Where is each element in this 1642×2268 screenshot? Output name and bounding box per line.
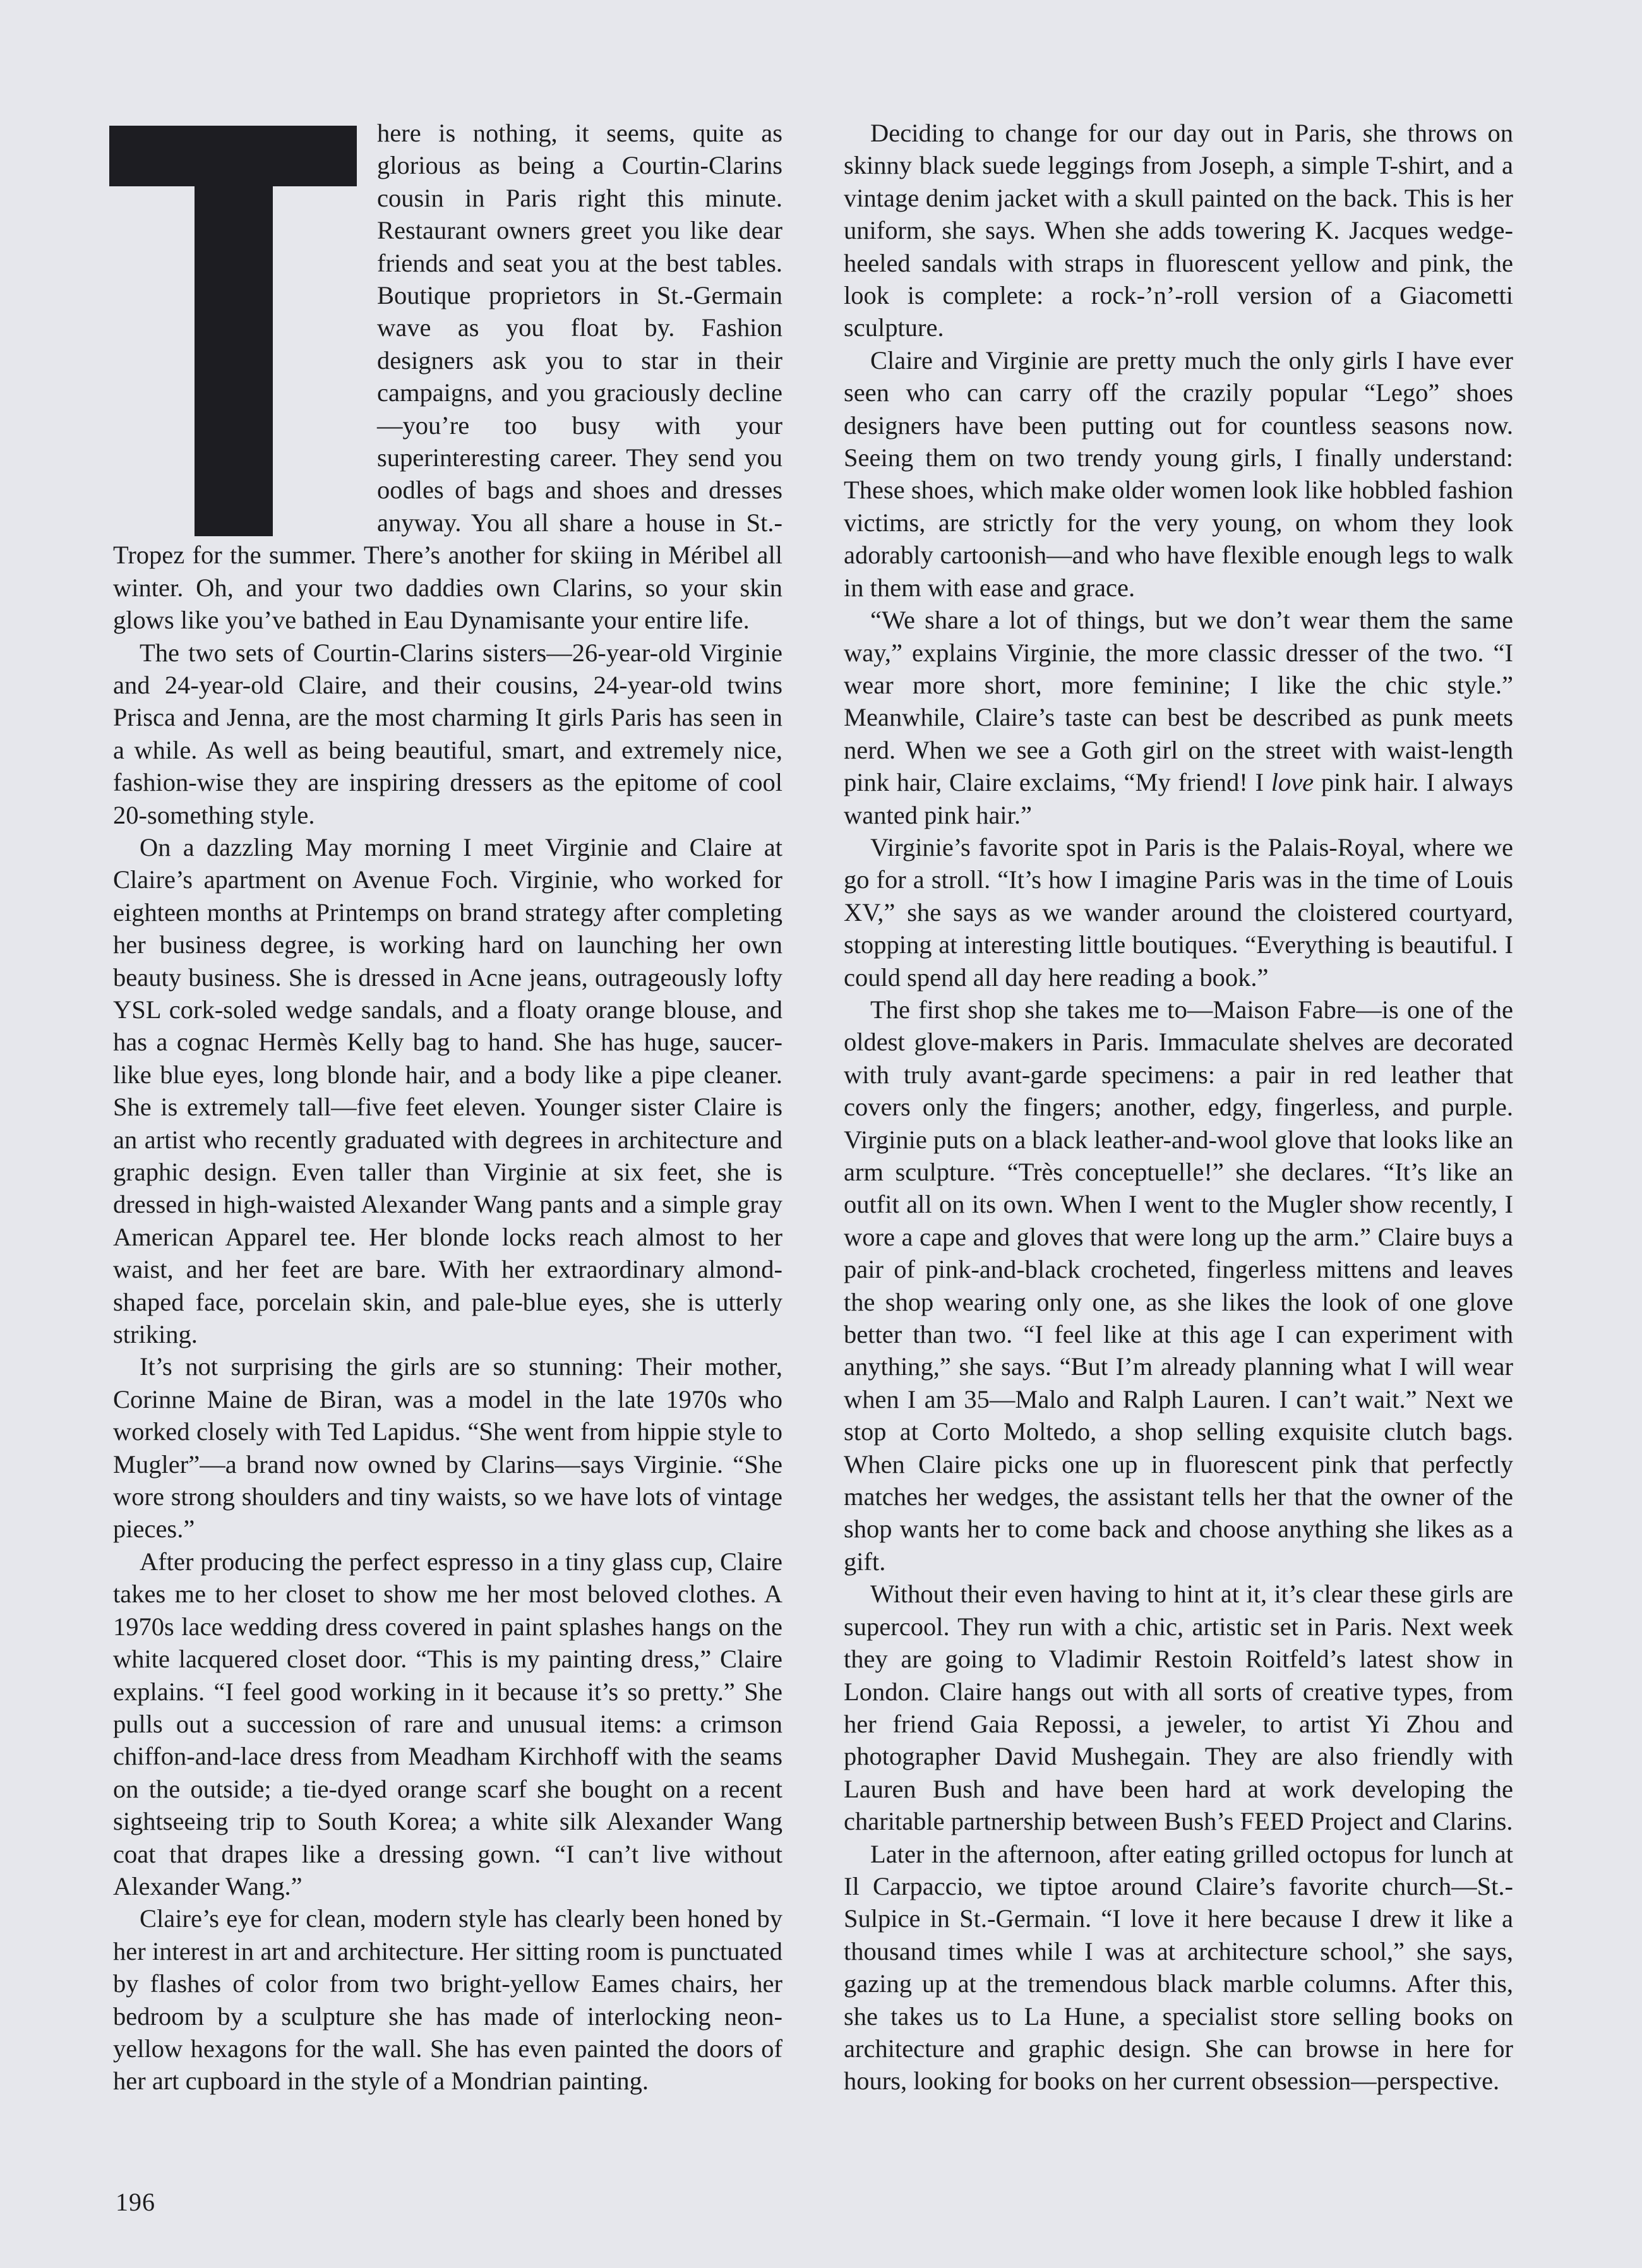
paragraph: The first shop she takes me to—Maison Fabre—is one of the oldest glove-makers in Paris. Immaculate shelves are decorated with truly avant-garde specimens: a pair in red leather that covers only the fingers; another, edgy, fingerless, and purple. Virginie puts on a black leather-and-wool glove that looks like an arm sculpture. “Très conceptuelle!” she declares. “It’s like an outfit all on its own. When I went to the Mugler show recently, I wore a cape and gloves that were long up the arm.” Claire buys a pair of pink-and-black crocheted, fingerless mittens and leaves the shop wearing only one, as she likes the look of one glove better than two. “I feel like at this age I can experiment with anything,” she says. “But I’m already planning what I will wear when I am 35—Malo and Ralph Lauren. I can’t wait.” Next we stop at Corto Moltedo, a shop selling exquisite clutch bags. When Claire picks one up in fluorescent pink that perfectly matches her wedges, the assistant tells her that the owner of the shop wants her to come back and choose anything she likes as a gift. bbox=[844, 995, 1513, 1576]
paragraph: After producing the perfect espresso in a tiny glass cup, Claire takes me to her closet to show me her most beloved clothes. A 1970s lace wedding dress covered in paint splashes hangs on the white lacquered closet door. “This is my painting dress,” Claire explains. “I feel good working in it because it’s so pretty.” She pulls out a succession of rare and unusual items: a crimson chiffon-and-lace dress from Meadham Kirchhoff with the seams on the outside; a tie-dyed orange scarf she bought on a recent sightseeing trip to South Korea; a white silk Alexander Wang coat that drapes like a dressing gown. “I can’t live without Alexander Wang.” bbox=[113, 1547, 782, 1900]
paragraph: It’s not surprising the girls are so stunning: Their mother, Corinne Maine de Biran, was a model in the late 1970s who worked closely with Ted Lapidus. “She went from hippie style to Mugler”—a brand now owned by Clarins—says Virginie. “She wore strong shoulders and tiny waists, so we have lots of vintage pieces.” bbox=[113, 1352, 782, 1544]
paragraph: Claire and Virginie are pretty much the only girls I have ever seen who can carry off the crazily popular “Lego” shoes designers have been putting out for countless seasons now. Seeing them on two trendy young girls, I finally understand: These shoes, which make older women look like hobbled fashion victims, are strictly for the very young, on whom they look adorably cartoonish—and who have flexible enough legs to walk in them with ease and grace. bbox=[844, 345, 1513, 602]
page-number: 196 bbox=[116, 2188, 155, 2216]
paragraph: Claire’s eye for clean, modern style has clearly been honed by her interest in art and architecture. Her sitting room is punctuated by flashes of color from two bright-yellow Eames chairs, her bedroom by a sculpture she has made of interlocking neon-yellow hexagons for the wall. She has even painted the doors of her art cupboard in the style of a Mondrian painting. bbox=[113, 1904, 782, 2096]
drop-cap-letter bbox=[109, 126, 357, 536]
drop-cap-t-glyph bbox=[109, 126, 357, 536]
right-column bbox=[844, 117, 1513, 2097]
emphasis-love: love bbox=[1271, 768, 1314, 797]
paragraph bbox=[844, 604, 1513, 831]
paragraph: The two sets of Courtin-Clarins sisters—26-year-old Virginie and 24-year-old Claire, and their cousins, 24-year-old twins Prisca and Jenna, are the most charming It girls Paris has seen in a while. As well as being beautiful, smart, and extremely nice, fashion-wise they are inspiring dressers as the epitome of cool 20-something style. bbox=[113, 638, 782, 829]
paragraph: Later in the afternoon, after eating grilled octopus for lunch at Il Carpaccio, we tiptoe around Claire’s favorite church—St.-Sulpice in St.-Germain. “I love it here because I drew it like a thousand times while I was at architecture school,” she says, gazing up at the tremendous black marble columns. After this, she takes us to La Hune, a specialist store selling books on architecture and graphic design. She can browse in here for hours, looking for books on her current obsession—perspective. bbox=[844, 1839, 1513, 2096]
paragraph: here is nothing, it seems, quite as glorious as being a Courtin-Clarins cousin in Paris right this minute. Restaurant owners greet you like dear friends and seat you at the best tables. Boutique proprietors in St.-Germain wave as you float by. Fashion designers ask you to star in their campaigns, and you graciously decline—you’re too busy with your superinteresting career. They send you oodles of bags and shoes and dresses anyway. You all share a house in St.-Tropez for the summer. There’s another for skiing in Méribel all winter. Oh, and your two daddies own Clarins, so your skin glows like you’ve bathed in Eau Dynamisante your entire life. bbox=[113, 119, 782, 635]
left-column bbox=[113, 117, 782, 2097]
paragraph: On a dazzling May morning I meet Virginie and Claire at Claire’s apartment on Avenue Foch. Virginie, who worked for eighteen months at Printemps on brand strategy after completing her business degree, is working hard on launching her own beauty business. She is dressed in Acne jeans, outrageously lofty YSL cork-soled wedge sandals, and a floaty orange blouse, and has a cognac Hermès Kelly bag to hand. She has huge, saucer-like blue eyes, long blonde hair, and a body like a pipe cleaner. She is extremely tall—five feet eleven. Younger sister Claire is an artist who recently graduated with degrees in architecture and graphic design. Even taller than Virginie at six feet, she is dressed in high-waisted Alexander Wang pants and a simple gray American Apparel tee. Her blonde locks reach almost to her waist, and her feet are bare. With her extraordinary almond-shaped face, porcelain skin, and pale-blue eyes, she is utterly striking. bbox=[113, 832, 782, 1349]
paragraph: Deciding to change for our day out in Paris, she throws on skinny black suede leggings from Joseph, a simple T-shirt, and a vintage denim jacket with a skull painted on the back. This is her uniform, she says. When she adds towering K. Jacques wedge-heeled sandals with straps in fluorescent yellow and pink, the look is complete: a rock-’n’-roll version of a Giacometti sculpture. bbox=[844, 119, 1513, 342]
paragraph: Without their even having to hint at it, it’s clear these girls are supercool. They run with a chic, artistic set in Paris. Next week they are going to Vladimir Restoin Roitfeld’s latest show in London. Claire hangs out with all sorts of creative types, from her friend Gaia Repossi, a jeweler, to artist Yi Zhou and photographer David Mushegain. They are also friendly with Lauren Bush and have been hard at work developing the charitable partnership between Bush’s FEED Project and Clarins. bbox=[844, 1580, 1513, 1836]
quote-text: “We share a lot of things, but we don’t wear them the same way,” explains Virginie, the more classic dresser of the two. “I wear more short, more feminine; I like the chic style.” Meanwhile, Claire’s taste can best be described as punk meets nerd. When we see a Goth girl on the street with waist-length pink hair, Claire exclaims, “My friend! I bbox=[844, 606, 1513, 797]
paragraph: Virginie’s favorite spot in Paris is the Palais-Royal, where we go for a stroll. “It’s how I imagine Paris was in the time of Louis XV,” she says as we wander around the cloistered courtyard, stopping at interesting little boutiques. “Everything is beautiful. I could spend all day here reading a book.” bbox=[844, 832, 1513, 992]
quote-text: pink hair. I always wanted pink hair.” bbox=[844, 768, 1513, 829]
